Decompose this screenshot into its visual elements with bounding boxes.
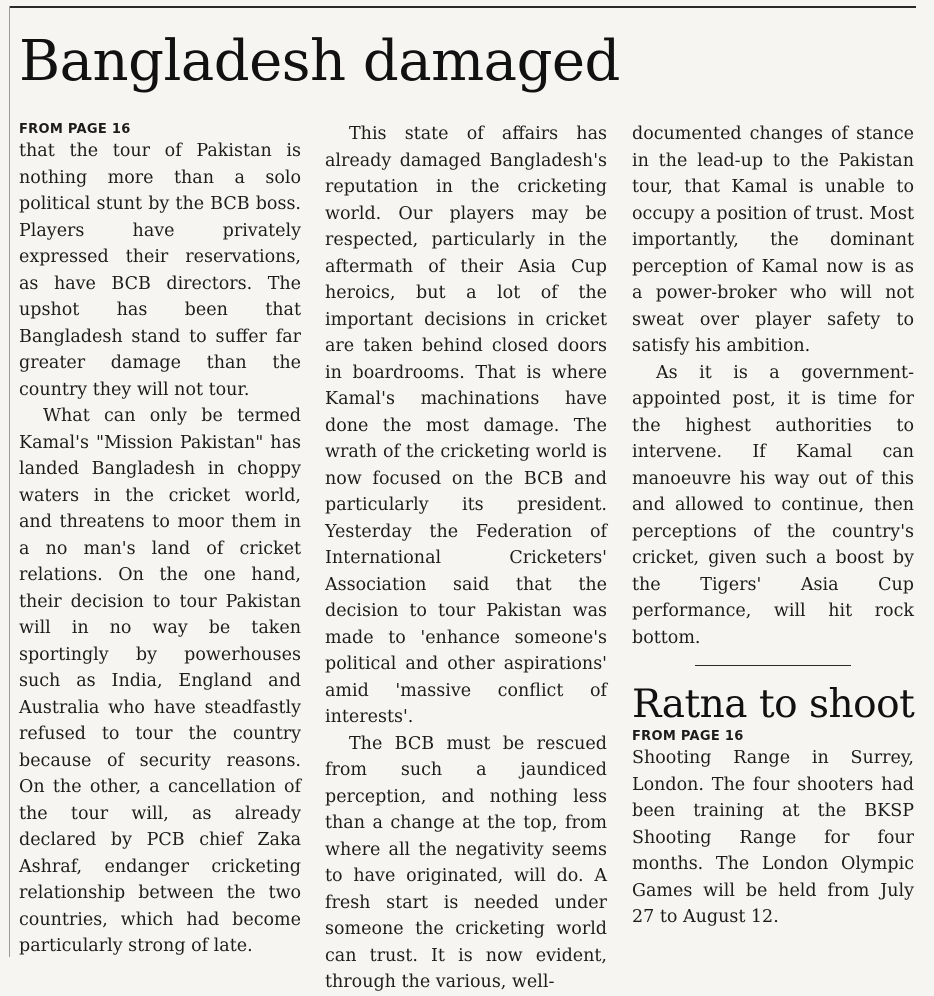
secondary-story-kicker: FROM PAGE 16 — [632, 729, 744, 744]
column-1-paragraph-2: What can only be termed Kamal's "Mission Pakistan" has landed Bangladesh in choppy waters in the cricket world, and threatens to moor them in a no man's land of cricket relations. On the one hand, their decision to tour Pakistan will in no way be taken sportingly by powerhouses such as India, England and Australia who have steadfastly refused to tour the country because of security reasons. On the other, a cancellation of the tour will, as already declared by PCB chief Zaka Ashraf, endanger cricketing relationship between the two countries, which had become particularly strong of late. — [19, 406, 301, 956]
secondary-story-headline: Ratna to shoot — [632, 682, 915, 727]
column-1-paragraph-1: that the tour of Pakistan is nothing more than a solo political stunt by the BCB boss. Players have privately expressed their reservations, as have BCB directors. The upshot has been that Bangladesh stand to suffer far greater damage than the country they will not tour. — [19, 141, 301, 400]
top-rule — [10, 6, 916, 8]
story-divider — [695, 665, 851, 666]
page-left-border — [9, 6, 10, 957]
column-2-paragraph-2: The BCB must be rescued from such a jaundiced perception, and nothing less than a change at the top, from where all the negativity seems to have originated, will do. A fresh start is needed under someone the cricketing world can trust. It is now evident, through the various, well- — [325, 733, 607, 992]
jump-kicker: FROM PAGE 16 — [19, 122, 131, 137]
article-column-2 — [325, 121, 607, 996]
column-3-paragraph-2: As it is a government-appointed post, it is time for the highest authorities to intervene. If Kamal can manoeuvre his way out of this and allowed to continue, then perceptions of the country's cricket, given such a boost by the Tigers' Asia Cup performance, will hit rock bottom. — [632, 362, 914, 648]
article-column-1 — [19, 121, 301, 960]
secondary-story-text: Shooting Range in Surrey, London. The four shooters had been training at the BKSP Shooting Range for four months. The London Olympic Games will be held from July 27 to August 12. — [632, 748, 914, 927]
article-column-3 — [632, 121, 914, 931]
column-3-paragraph-1: documented changes of stance in the lead-up to the Pakistan tour, that Kamal is unable to occupy a position of trust. Most importantly, the dominant perception of Kamal now is as a power-broker who will not sweat over player safety to satisfy his ambition. — [632, 124, 914, 356]
article-headline: Bangladesh damaged — [19, 29, 620, 94]
column-2-paragraph-1: This state of affairs has already damaged Bangladesh's reputation in the cricketing world. Our players may be respected, particularly in the aftermath of their Asia Cup heroics, but a lot of the important decisions in cricket are taken behind closed doors in boardrooms. That is where Kamal's machinations have done the most damage. The wrath of the cricketing world is now focused on the BCB and particularly its president. Yesterday the Federation of International Cricketers' Association said that the decision to tour Pakistan was made to 'enhance someone's political and other aspirations' amid 'massive conflict of interests'. — [325, 124, 607, 727]
